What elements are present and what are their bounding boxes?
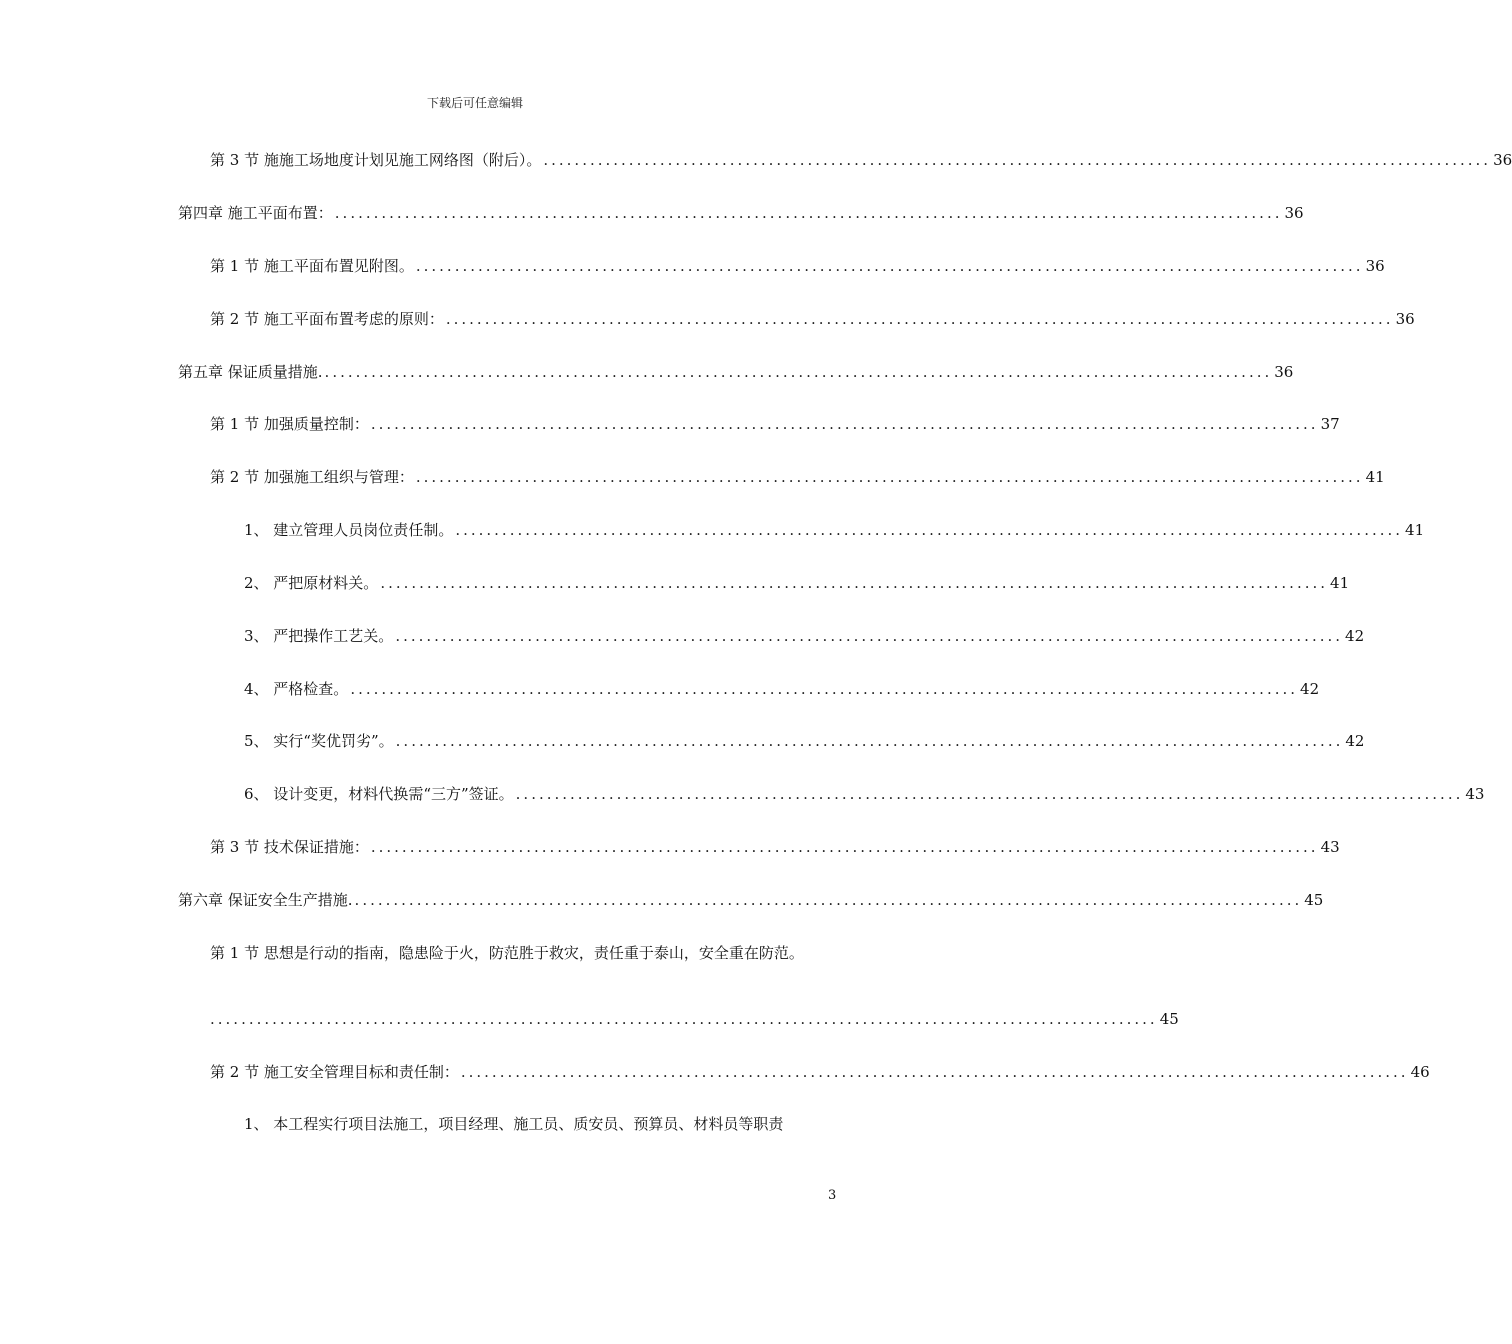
toc-entry-page: 41 bbox=[1330, 574, 1350, 592]
toc-leader-dots: .......................................................................................................................... bbox=[445, 310, 1394, 328]
toc-entry-page: 41 bbox=[1365, 468, 1385, 486]
toc-entry-page: 43 bbox=[1320, 838, 1340, 856]
toc-entry-page: 43 bbox=[1465, 785, 1485, 803]
toc-entry[interactable] bbox=[178, 890, 1324, 910]
toc-leader-dots: .......................................................................................................................... bbox=[415, 468, 1364, 486]
toc-entry-text-wrapped[interactable]: 第 1 节 思想是行动的指南，隐患险于火，防范胜于救灾，责任重于泰山，安全重在防范。 bbox=[210, 944, 804, 962]
toc-leader-dots: .......................................................................................................................... bbox=[380, 574, 1329, 592]
toc-entry[interactable] bbox=[210, 256, 1385, 276]
toc-entry-text: 第 1 节 加强质量控制： bbox=[210, 415, 369, 433]
toc-entry-text: 2、 严把原材料关。 bbox=[244, 574, 379, 592]
toc-leader-dots: .......................................................................................................................... bbox=[395, 732, 1344, 750]
toc-entry-text: 5、 实行“奖优罚劣”。 bbox=[244, 732, 394, 750]
toc-entry-page: 36 bbox=[1493, 151, 1512, 169]
toc-leader-dots: .......................................................................................................................... bbox=[460, 1063, 1409, 1081]
toc-leader-dots: .......................................................................................................................... bbox=[334, 204, 1283, 222]
toc-entry-text-partial[interactable]: 1、 本工程实行项目法施工，项目经理、施工员、质安员、预算员、材料员等职责 bbox=[244, 1115, 784, 1133]
toc-entry-page: 36 bbox=[1274, 363, 1294, 381]
toc-entry-page: 42 bbox=[1345, 627, 1365, 645]
toc-entry-text: 1、 建立管理人员岗位责任制。 bbox=[244, 521, 454, 539]
toc-leader-dots: .......................................................................................................................... bbox=[210, 1010, 1158, 1028]
toc-entry[interactable] bbox=[244, 679, 1320, 699]
toc-entry-page: 41 bbox=[1405, 521, 1425, 539]
toc-entry-text: 第 3 节 施施工场地度计划见施工网络图（附后）。 bbox=[210, 151, 542, 169]
toc-leader-dots: .......................................................................................................................... bbox=[350, 680, 1299, 698]
toc-entry-page: 36 bbox=[1365, 257, 1385, 275]
toc-entry[interactable] bbox=[244, 731, 1365, 751]
toc-entry-text: 第六章 保证安全生产措施. bbox=[178, 891, 353, 909]
toc-entry[interactable] bbox=[210, 1009, 1179, 1029]
toc-entry-page: 42 bbox=[1345, 732, 1365, 750]
toc-entry[interactable] bbox=[244, 626, 1365, 646]
toc-entry[interactable] bbox=[244, 520, 1425, 540]
toc-entry-text: 3、 严把操作工艺关。 bbox=[244, 627, 394, 645]
toc-leader-dots: .......................................................................................................................... bbox=[370, 415, 1319, 433]
toc-leader-dots: .......................................................................................................................... bbox=[370, 838, 1319, 856]
toc-entry-text: 第 3 节 技术保证措施： bbox=[210, 838, 369, 856]
toc-entry-text: 第 2 节 施工安全管理目标和责任制： bbox=[210, 1063, 459, 1081]
toc-leader-dots: .......................................................................................................................... bbox=[415, 257, 1364, 275]
toc-leader-dots: .......................................................................................................................... bbox=[515, 785, 1464, 803]
toc-entry-page: 45 bbox=[1304, 891, 1324, 909]
toc-entry-page: 37 bbox=[1320, 415, 1340, 433]
toc-leader-dots: .......................................................................................................................... bbox=[324, 363, 1273, 381]
toc-entry[interactable] bbox=[178, 362, 1294, 382]
toc-entry[interactable] bbox=[244, 784, 1485, 804]
toc-entry-page: 45 bbox=[1159, 1010, 1179, 1028]
page-number: 3 bbox=[828, 1188, 837, 1203]
toc-entry-text: 6、 设计变更，材料代换需“三方”签证。 bbox=[244, 785, 514, 803]
toc-entry-text: 第五章 保证质量措施. bbox=[178, 363, 323, 381]
toc-entry-text: 4、 严格检查。 bbox=[244, 680, 349, 698]
toc-entry[interactable] bbox=[244, 573, 1350, 593]
page-header: 下载后可任意编辑 bbox=[426, 96, 523, 110]
toc-entry-page: 46 bbox=[1410, 1063, 1430, 1081]
toc-entry-page: 36 bbox=[1284, 204, 1304, 222]
toc-entry[interactable] bbox=[210, 837, 1340, 857]
toc-leader-dots: .......................................................................................................................... bbox=[354, 891, 1303, 909]
toc-entry[interactable] bbox=[210, 1062, 1430, 1082]
toc-leader-dots: .......................................................................................................................... bbox=[455, 521, 1404, 539]
toc-leader-dots: .......................................................................................................................... bbox=[395, 627, 1344, 645]
toc-entry[interactable] bbox=[210, 414, 1340, 434]
toc-entry-text: 第四章 施工平面布置： bbox=[178, 204, 333, 222]
toc-leader-dots: .......................................................................................................................... bbox=[543, 151, 1492, 169]
toc-entry[interactable] bbox=[210, 150, 1512, 170]
toc-entry-text: 第 2 节 加强施工组织与管理： bbox=[210, 468, 414, 486]
toc-entry[interactable] bbox=[210, 309, 1415, 329]
toc-entry[interactable] bbox=[210, 467, 1385, 487]
toc-entry-page: 42 bbox=[1300, 680, 1320, 698]
toc-entry-text: 第 2 节 施工平面布置考虑的原则： bbox=[210, 310, 444, 328]
toc-entry-text: 第 1 节 施工平面布置见附图。 bbox=[210, 257, 414, 275]
toc-entry-page: 36 bbox=[1395, 310, 1415, 328]
toc-entry[interactable] bbox=[178, 203, 1304, 223]
